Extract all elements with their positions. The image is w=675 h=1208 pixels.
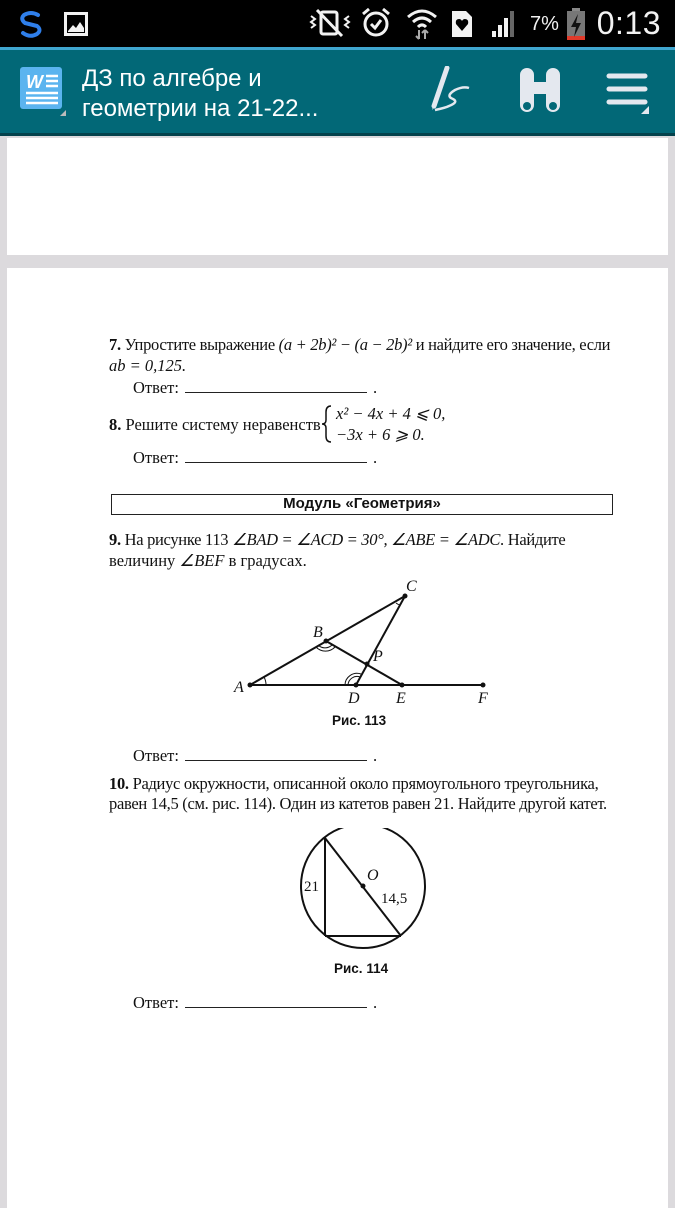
question-text: и найдите его значение, если bbox=[411, 335, 611, 354]
question-10-line-2: равен 14,5 (см. рис. 114). Один из катетов равен 21. Найдите другой катет. bbox=[109, 794, 607, 813]
point-F bbox=[481, 683, 486, 688]
radius-label: 14,5 bbox=[381, 891, 408, 907]
module-header: Модуль «Геометрия» bbox=[111, 494, 613, 515]
leg-label: 21 bbox=[304, 879, 319, 895]
label-E: E bbox=[396, 690, 406, 707]
question-7 bbox=[109, 335, 610, 355]
s-app-icon bbox=[16, 9, 46, 39]
question-text: Радиус окружности, описанной около прямоугольного треугольника, bbox=[132, 774, 599, 793]
title-line-2: геометрии на 21-22... bbox=[82, 95, 319, 122]
angle-mark-A bbox=[264, 677, 266, 685]
point-P bbox=[365, 662, 370, 667]
vibrate-mute-icon bbox=[308, 8, 352, 38]
answer-field-10[interactable] bbox=[133, 993, 377, 1013]
sim-heart-icon bbox=[450, 9, 474, 39]
document-title[interactable] bbox=[82, 64, 318, 124]
label-F: F bbox=[478, 690, 488, 707]
answer-end: . bbox=[372, 448, 378, 467]
battery-charging-icon bbox=[566, 7, 586, 41]
system-brace bbox=[320, 404, 334, 444]
question-8 bbox=[109, 415, 321, 435]
gallery-icon bbox=[62, 10, 90, 38]
label-D: D bbox=[348, 690, 360, 707]
clock: 0:13 bbox=[596, 5, 661, 41]
app-bar bbox=[0, 47, 675, 136]
question-number: 10. bbox=[109, 774, 129, 793]
question-9-line-2 bbox=[109, 551, 307, 571]
alarm-icon bbox=[360, 7, 392, 39]
point-B bbox=[324, 639, 329, 644]
answer-blank[interactable] bbox=[185, 378, 367, 393]
answer-end: . bbox=[372, 993, 378, 1012]
battery-percent: 7% bbox=[530, 13, 559, 35]
inequality-2: −3x + 6 ⩾ 0. bbox=[336, 425, 425, 444]
question-text: На рисунке 113 bbox=[124, 530, 233, 549]
segment-BE bbox=[326, 641, 402, 685]
question-number: 8. bbox=[109, 415, 122, 434]
question-9 bbox=[109, 530, 565, 550]
label-P: P bbox=[373, 648, 383, 665]
answer-blank[interactable] bbox=[185, 746, 367, 761]
point-D bbox=[354, 683, 359, 688]
answer-label: Ответ: bbox=[133, 746, 179, 765]
answer-blank[interactable] bbox=[185, 448, 367, 463]
label-A: A bbox=[234, 679, 244, 696]
question-text: в градусах. bbox=[224, 551, 307, 570]
angle-mark-C bbox=[396, 603, 400, 605]
question-text: . Найдите bbox=[500, 530, 566, 549]
label-B: B bbox=[313, 624, 323, 641]
answer-end: . bbox=[372, 378, 378, 397]
question-text: Решите систему неравенств bbox=[125, 415, 321, 434]
question-number: 7. bbox=[109, 335, 121, 354]
math-expression: ∠BEF bbox=[179, 551, 225, 570]
answer-field-9[interactable] bbox=[133, 746, 377, 766]
center-label: O bbox=[367, 867, 379, 884]
word-document-icon[interactable] bbox=[18, 66, 68, 116]
math-expression: (a + 2b)² − (a − 2b)² bbox=[278, 335, 412, 354]
binoculars-find-icon[interactable] bbox=[516, 66, 564, 118]
question-7-condition: ab = 0,125. bbox=[109, 356, 187, 375]
answer-label: Ответ: bbox=[133, 448, 179, 467]
figure-114 bbox=[295, 828, 435, 958]
title-line-1: ДЗ по алгебре и bbox=[82, 65, 262, 92]
figure-113 bbox=[220, 575, 510, 710]
answer-field-7[interactable] bbox=[133, 378, 377, 398]
question-10 bbox=[109, 774, 598, 794]
status-bar bbox=[0, 0, 675, 47]
question-number: 9. bbox=[109, 530, 121, 549]
menu-icon[interactable] bbox=[605, 72, 655, 120]
point-A bbox=[248, 683, 253, 688]
document-page-1 bbox=[7, 138, 668, 255]
label-C: C bbox=[406, 578, 417, 595]
answer-field-8[interactable] bbox=[133, 448, 377, 468]
figure-113-caption: Рис. 113 bbox=[332, 713, 387, 728]
svg-text:W: W bbox=[26, 72, 43, 92]
answer-end: . bbox=[372, 746, 378, 765]
answer-label: Ответ: bbox=[133, 378, 179, 397]
math-expression: ∠BAD = ∠ACD = 30°, ∠ABE = ∠ADC bbox=[232, 530, 501, 549]
question-text: Упростите выражение bbox=[124, 335, 279, 354]
center-point-O bbox=[361, 884, 366, 889]
pen-sign-icon[interactable] bbox=[425, 66, 477, 118]
figure-114-caption: Рис. 114 bbox=[334, 961, 389, 976]
answer-blank[interactable] bbox=[185, 993, 367, 1008]
point-E bbox=[400, 683, 405, 688]
wifi-icon bbox=[405, 6, 439, 40]
signal-icon bbox=[490, 9, 520, 39]
question-text: величину bbox=[109, 551, 180, 570]
inequality-1: x² − 4x + 4 ⩽ 0, bbox=[336, 404, 446, 423]
answer-label: Ответ: bbox=[133, 993, 179, 1012]
